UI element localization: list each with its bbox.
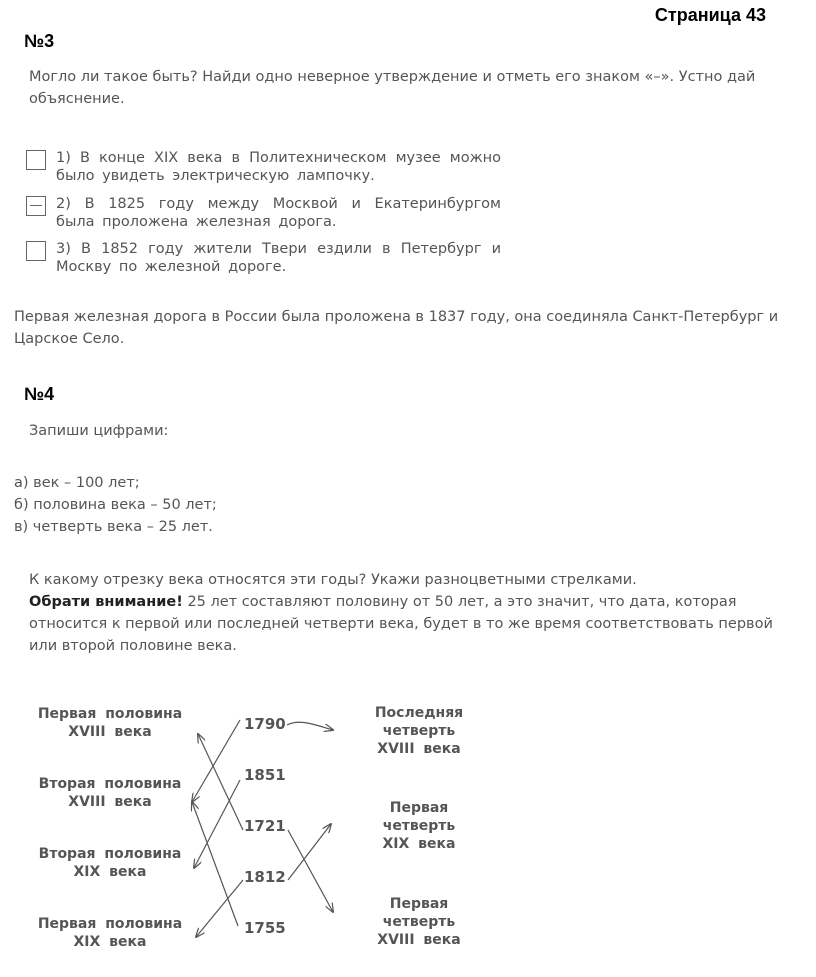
task4-note-bold: Обрати внимание! — [29, 594, 183, 610]
task3-item-3-text: 3) В 1852 году жители Твери ездили в Петербург и Москву по железной дороге. — [56, 241, 501, 275]
task3-item-3 — [26, 240, 501, 276]
right-label-2: Первая четверть XIX века — [382, 800, 456, 852]
arrow-1851-left — [194, 780, 240, 868]
task3-number: №3 — [24, 31, 55, 51]
task3-item-1-text: 1) В конце XIX века в Политехническом музее можно было увидеть электрическую лампочку. — [56, 150, 501, 184]
left-label-1: Первая половина XVIII века — [37, 706, 183, 740]
minus-mark-icon — [30, 205, 42, 206]
year-1755: 1755 — [244, 919, 286, 937]
task4-answer-b: б) половина века – 50 лет; — [14, 497, 217, 513]
checkbox-item-2[interactable] — [26, 196, 46, 216]
task4-answer-a: а) век – 100 лет; — [14, 475, 140, 491]
task3-answer: Первая железная дорога в России была проложена в 1837 году, она соединяла Санкт-Петербург и Царское Село. — [14, 309, 779, 347]
left-label-3: Вторая половина XIX века — [38, 846, 182, 880]
year-1790: 1790 — [244, 715, 286, 733]
task3-instruction: Могло ли такое быть? Найди одно неверное утверждение и отметь его знаком «–». Устно дай объяснение. — [29, 69, 756, 107]
diagram — [0, 690, 816, 970]
year-1721: 1721 — [244, 817, 286, 835]
right-label-3: Первая четверть XVIII века — [377, 896, 461, 948]
arrow-1812-left — [196, 880, 243, 937]
task4-instruction: Запиши цифрами: — [29, 423, 169, 439]
left-label-4: Первая половина XIX века — [37, 916, 183, 950]
left-label-2: Вторая половина XVIII века — [38, 776, 182, 810]
task4-note — [29, 591, 789, 657]
arrow-1721-left — [198, 734, 243, 830]
right-label-1: Последняя четверть XVIII века — [374, 705, 464, 757]
task4-answer-c: в) четверть века – 25 лет. — [14, 519, 213, 535]
task3-item-1 — [26, 149, 501, 185]
year-1851: 1851 — [244, 766, 286, 784]
page-label: Страница 43 — [654, 5, 766, 25]
arrow-1755-left — [192, 802, 238, 926]
task3-item-2-text: 2) В 1825 году между Москвой и Екатеринбургом была проложена железная дорога. — [56, 196, 501, 230]
year-1812: 1812 — [244, 868, 286, 886]
arrow-1790-right — [287, 722, 333, 730]
task4-note-text: 25 лет составляют половину от 50 лет, а это значит, что дата, которая относится к первой или последней четверти века, будет в то же время соответствовать первой или второй половине века. — [29, 594, 773, 654]
checkbox-item-3[interactable] — [26, 241, 46, 261]
arrow-1790-left — [192, 720, 240, 802]
arrow-1812-right — [288, 824, 331, 880]
task4-number: №4 — [24, 384, 55, 404]
task4-question: К какому отрезку века относятся эти годы? Укажи разноцветными стрелками. — [29, 572, 637, 588]
checkbox-item-1[interactable] — [26, 150, 46, 170]
task3-item-2 — [26, 195, 501, 231]
